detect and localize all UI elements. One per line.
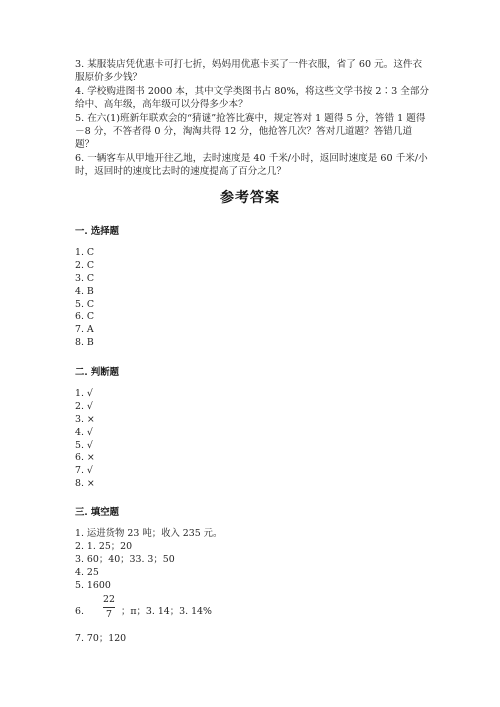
list-item: 2. 1. 25；20 xyxy=(75,541,133,552)
choice-answer-list xyxy=(75,247,94,350)
problem-5: 5. 在六(1)班新年联欢会的“猜谜”抢答比赛中，规定答对 1 题得 5 分，答错 1 题得－8 分，不答者得 0 分，淘淘共得 12 分，他抢答几次？答对几道题？答错几道题？ xyxy=(75,112,426,151)
problem-4: 4. 学校购进图书 2000 本，其中文学类图书占 80%，将这些文学书按 2∶3 全部分给中、高年级，高年级可以分得多少本？ xyxy=(75,85,430,111)
list-item: 8. B xyxy=(75,337,94,349)
fraction-denominator: 7 xyxy=(106,609,112,620)
list-item: 5. 1600 xyxy=(75,580,111,591)
list-item: 5. √ xyxy=(75,439,93,451)
list-item: 8. × xyxy=(75,478,95,490)
problem-3: 3. 某服装店凭优惠卡可打七折，妈妈用优惠卡买了一件衣服，省了 60 元。这件衣服原价多少钱？ xyxy=(75,59,423,84)
list-item: 7. √ xyxy=(75,465,93,477)
list-item xyxy=(75,592,222,632)
fill-answer-list xyxy=(75,527,222,645)
list-item: 4. B xyxy=(75,285,94,297)
list-item: 2. √ xyxy=(75,400,93,412)
list-item: 3. C xyxy=(75,272,95,284)
list-item: 5. C xyxy=(75,298,95,310)
list-item: 4. 25 xyxy=(75,567,99,578)
list-item: 3. 60；40；33. 3；50 xyxy=(75,554,175,565)
fraction-bar xyxy=(103,607,115,608)
list-item: 4. √ xyxy=(75,426,93,438)
problem-6: 6. 一辆客车从甲地开往乙地，去时速度是 40 千米/小时，返回时速度是 60 千米/小时，返回时的速度比去时的速度提高了百分之几？ xyxy=(75,152,428,178)
word-problems xyxy=(75,58,430,179)
judge-answer-list xyxy=(75,388,95,491)
list-item: 2. C xyxy=(75,259,95,271)
section-heading-judge: 二. 判断题 xyxy=(75,367,120,378)
list-item: 6. × xyxy=(75,452,95,464)
fraction-numerator: 22 xyxy=(103,594,115,605)
answer-title: 参考答案 xyxy=(220,190,280,206)
list-item: 1. C xyxy=(75,247,95,258)
section-heading-fill: 三. 填空题 xyxy=(75,507,120,518)
item-number: 6. xyxy=(75,606,84,617)
section-heading-choice: 一. 选择题 xyxy=(75,226,120,237)
fraction xyxy=(103,594,115,621)
list-item: 6. C xyxy=(75,311,95,323)
list-item: 3. × xyxy=(75,413,95,425)
item-text: ；π；3. 14；3. 14% xyxy=(121,606,212,617)
list-item: 1. 运进货物 23 吨；收入 235 元。 xyxy=(75,528,223,539)
list-item: 7. 70；120 xyxy=(75,633,127,644)
list-item: 7. A xyxy=(75,324,94,336)
list-item: 1. √ xyxy=(75,388,93,399)
